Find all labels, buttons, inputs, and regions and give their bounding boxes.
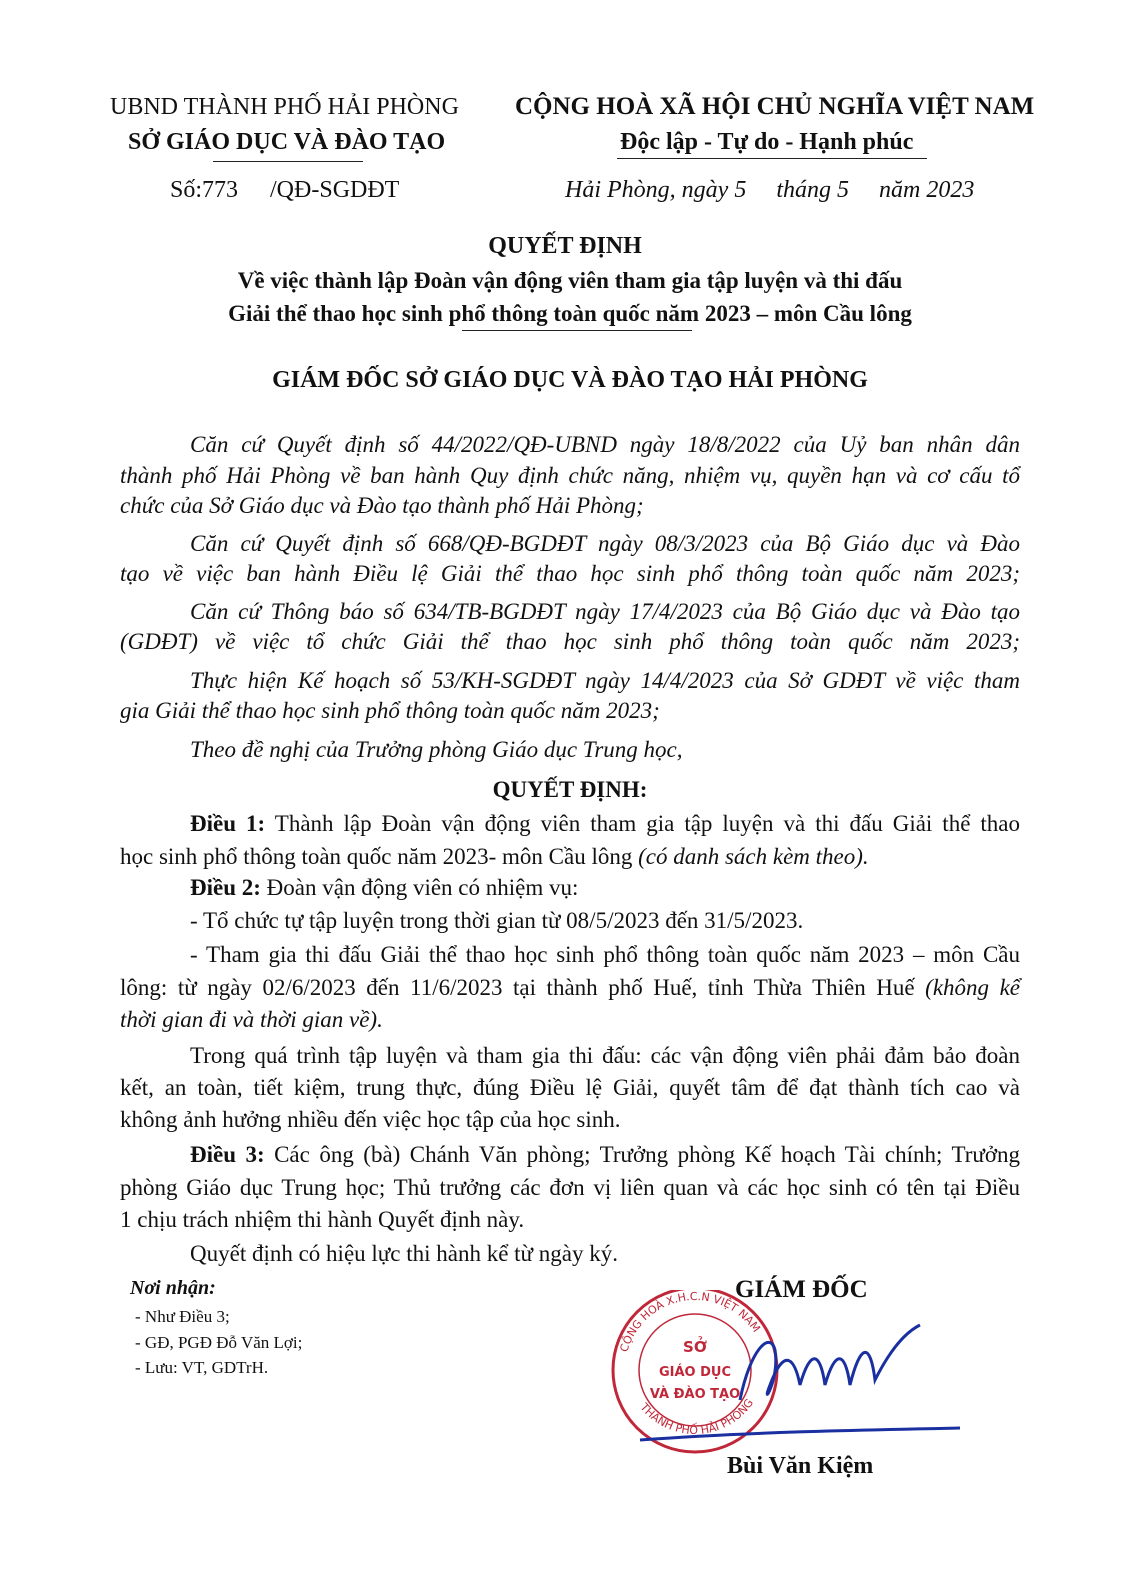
issue-date bbox=[565, 175, 974, 205]
basis-3-line-2: (GDĐT) về việc tổ chức Giải thể thao học sinh phổ thông toàn quốc năm 2023; bbox=[120, 629, 1020, 654]
decision-title: QUYẾT ĐỊNH bbox=[488, 233, 642, 259]
date-month: 5 bbox=[836, 177, 849, 203]
recipient-item: - Như Điều 3; bbox=[135, 1307, 230, 1326]
article-2-bullet-1: - Tổ chức tự tập luyện trong thời gian từ 08/5/2023 đến 31/5/2023. bbox=[190, 908, 804, 933]
article-1-line-1 bbox=[190, 809, 1020, 839]
basis-4-line-2: gia Giải thể thao học sinh phổ thông toàn quốc năm 2023; bbox=[120, 698, 660, 723]
recipient-item: - GĐ, PGĐ Đỗ Văn Lợi; bbox=[135, 1333, 303, 1352]
svg-text:VÀ ĐÀO TẠO: VÀ ĐÀO TẠO bbox=[649, 1387, 741, 1402]
article-2-para-line-2: kết, an toàn, tiết kiệm, trung thực, đúng Điều lệ Giải, quyết tâm để đạt thành tích cao và bbox=[120, 1075, 1020, 1100]
decision-heading: QUYẾT ĐỊNH: bbox=[492, 777, 648, 802]
article-1-note: (có danh sách kèm theo). bbox=[638, 844, 869, 869]
article-3-label: Điều 3: bbox=[190, 1142, 265, 1167]
motto-underline bbox=[617, 158, 927, 159]
number-prefix: Số: bbox=[170, 177, 203, 203]
svg-text:SỞ: SỞ bbox=[683, 1338, 707, 1356]
article-2-bullet-2-line-1: - Tham gia thi đấu Giải thể thao học sinh phổ thông toàn quốc năm 2023 – môn Cầu bbox=[190, 942, 1020, 967]
basis-2-line-2: tạo về việc ban hành Điều lệ Giải thể thao học sinh phổ thông toàn quốc năm 2023; bbox=[120, 561, 1020, 586]
basis-1-line-2: thành phố Hải Phòng về ban hành Quy định chức năng, nhiệm vụ, quyền hạn và cơ cấu tổ bbox=[120, 463, 1020, 488]
document-number bbox=[170, 175, 399, 205]
article-1-text-2: học sinh phổ thông toàn quốc năm 2023- môn Cầu lông bbox=[120, 844, 633, 869]
date-place: Hải Phòng, ngày bbox=[565, 177, 729, 203]
basis-1-line-3: chức của Sở Giáo dục và Đào tạo thành phố Hải Phòng; bbox=[120, 493, 644, 518]
stamp-seal bbox=[613, 1290, 777, 1452]
article-3-line-1 bbox=[190, 1140, 1020, 1170]
effective-clause: Quyết định có hiệu lực thi hành kể từ ngày ký. bbox=[190, 1241, 618, 1266]
basis-4-line-1: Thực hiện Kế hoạch số 53/KH-SGDĐT ngày 14/4/2023 của Sở GDĐT về việc tham bbox=[190, 668, 1020, 693]
signer-name: Bùi Văn Kiệm bbox=[727, 1453, 874, 1479]
article-2-text: Đoàn vận động viên có nhiệm vụ: bbox=[266, 875, 579, 900]
basis-3-line-1: Căn cứ Thông báo số 634/TB-BGDĐT ngày 17/4/2023 của Bộ Giáo dục và Đào tạo bbox=[190, 599, 1020, 624]
article-2-para-line-1: Trong quá trình tập luyện và tham gia thi đấu: các vận động viên phải đảm bảo đoàn bbox=[190, 1043, 1020, 1068]
signer-title: GIÁM ĐỐC bbox=[735, 1276, 868, 1303]
number-suffix: /QĐ-SGDĐT bbox=[270, 177, 400, 203]
svg-text:THÀNH PHỐ HẢI PHÒNG: THÀNH PHỐ HẢI PHÒNG bbox=[637, 1396, 757, 1438]
recipients-label: Nơi nhận: bbox=[130, 1277, 216, 1299]
recipient-item: - Lưu: VT, GDTrH. bbox=[135, 1358, 269, 1377]
month-label: tháng bbox=[776, 177, 831, 203]
article-2-bullet-2-line-3: thời gian đi và thời gian về). bbox=[120, 1007, 383, 1032]
svg-text:CỘNG HOÀ X.H.C.N VIỆT NAM: CỘNG HOÀ X.H.C.N VIỆT NAM bbox=[617, 1290, 763, 1354]
article-1-text: Thành lập Đoàn vận động viên tham gia tập luyện và thi đấu Giải thể thao bbox=[274, 811, 1020, 836]
article-3-line-2: phòng Giáo dục Trung học; Thủ trưởng các đơn vị liên quan và các học sinh có tên tại Điều bbox=[120, 1175, 1020, 1200]
subject-line-1: Về việc thành lập Đoàn vận động viên tham gia tập luyện và thi đấu bbox=[237, 268, 903, 293]
article-2-bullet-2-text: lông: từ ngày 02/6/2023 đến 11/6/2023 tại thành phố Huế, tỉnh Thừa Thiên Huế bbox=[120, 975, 915, 1000]
basis-1-line-1: Căn cứ Quyết định số 44/2022/QĐ-UBND ngày 18/8/2022 của Uỷ ban nhân dân bbox=[190, 432, 1020, 457]
article-1-label: Điều 1: bbox=[190, 811, 266, 836]
date-day: 5 bbox=[734, 177, 747, 203]
article-3-line-3: 1 chịu trách nhiệm thi hành Quyết định này. bbox=[120, 1207, 525, 1232]
issuer-line-1: UBND THÀNH PHỐ HẢI PHÒNG bbox=[110, 94, 459, 120]
article-2-line-1 bbox=[190, 873, 578, 903]
subject-underline bbox=[462, 330, 692, 331]
subject-line-2: Giải thể thao học sinh phổ thông toàn quốc năm 2023 – môn Cầu lông bbox=[228, 301, 912, 326]
article-2-label: Điều 2: bbox=[190, 875, 261, 900]
article-2-para-line-3: không ảnh hưởng nhiều đến việc học tập của học sinh. bbox=[120, 1107, 621, 1132]
article-3-text: Các ông (bà) Chánh Văn phòng; Trưởng phòng Kế hoạch Tài chính; Trưởng bbox=[274, 1142, 1020, 1167]
official-stamp bbox=[600, 1290, 960, 1470]
svg-text:GIÁO DỤC: GIÁO DỤC bbox=[658, 1365, 732, 1380]
authority-heading: GIÁM ĐỐC SỞ GIÁO DỤC VÀ ĐÀO TẠO HẢI PHÒNG bbox=[272, 367, 868, 393]
motto: Độc lập - Tự do - Hạnh phúc bbox=[620, 129, 914, 155]
signature-scribble bbox=[740, 1325, 920, 1400]
basis-2-line-1: Căn cứ Quyết định số 668/QĐ-BGDĐT ngày 08/3/2023 của Bộ Giáo dục và Đào bbox=[190, 531, 1020, 556]
issuer-line-2: SỞ GIÁO DỤC VÀ ĐÀO TẠO bbox=[128, 129, 446, 155]
article-2-bullet-2-note: (không kể bbox=[925, 975, 1020, 1000]
date-year: năm 2023 bbox=[878, 177, 975, 203]
article-2-bullet-2-line-2 bbox=[120, 973, 1020, 1003]
basis-5-line-1: Theo đề nghị của Trưởng phòng Giáo dục Trung học, bbox=[190, 737, 683, 762]
issuer-underline bbox=[213, 161, 363, 162]
article-1-line-2 bbox=[120, 842, 869, 872]
number-value: 773 bbox=[202, 177, 239, 203]
nation-title: CỘNG HOÀ XÃ HỘI CHỦ NGHĨA VIỆT NAM bbox=[515, 93, 1035, 120]
